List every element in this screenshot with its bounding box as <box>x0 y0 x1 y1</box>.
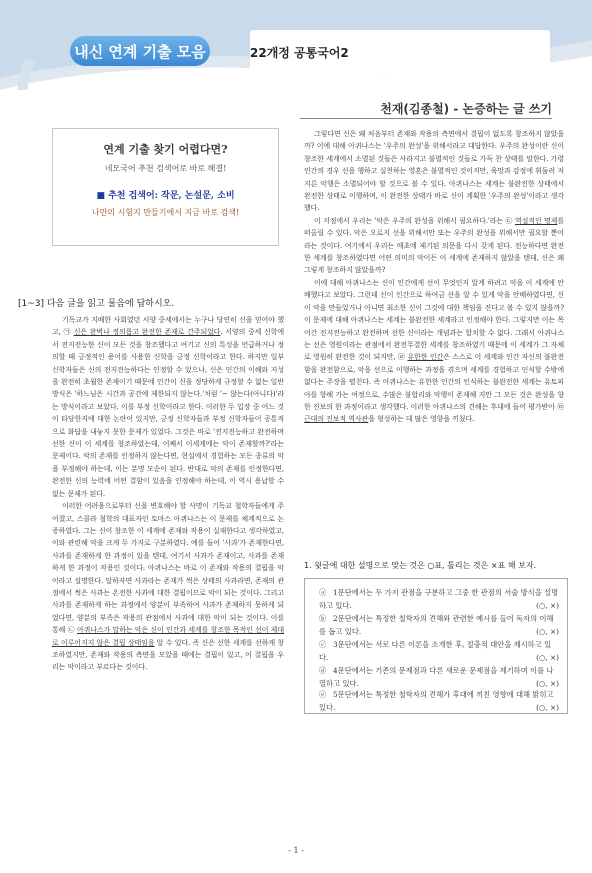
question-1-choices-box <box>304 578 568 714</box>
promo-box <box>52 128 279 246</box>
choice-item: ⓔ 5문단에서는 특정한 철학자의 견해가 후대에 끼친 영향에 대해 밝히고 있다. (○, ×) <box>319 689 559 714</box>
question-1-prompt: 1. 윗글에 대한 설명으로 맞는 것은 ○표, 틀리는 것은 ×표 해 보자. <box>304 561 537 570</box>
promo-line-4: 나만의 시험지 만들기에서 지금 바로 검색! <box>91 208 240 217</box>
promo-line-1: 연계 기출 찾기 어렵다면? <box>103 143 228 156</box>
ox-mark[interactable]: (○, ×) <box>536 678 559 688</box>
unit-title: 천재(김종철) - 논증하는 글 쓰기 <box>380 102 552 116</box>
choice-item: ⓐ 1문단에서는 두 가지 관점을 구분하고 그중 한 관점의 서술 방식을 설명하고 있다. (○, ×) <box>319 587 559 612</box>
ox-mark[interactable]: (○, ×) <box>536 652 559 662</box>
unit-divider <box>300 118 552 119</box>
choice-item: ⓒ 3문단에서는 서로 다른 이론을 소개한 후, 절충적 대안을 제시하고 있다. (○, ×) <box>319 639 559 664</box>
promo-line-2: 네모국어 추천 검색어로 바로 해결! <box>104 164 227 173</box>
passage-paragraph: 이에 대해 아퀴나스는 신이 인간에게 선이 무엇인지 알게 하려고 악을 이 세계에 안배했다고 보았다. 그런데 신이 인간으로 하여금 선을 알 수 있게 악을 안배하였다면, 신이 악을 만들었거나 아니면 최소한 신이 그것에 대한 책임을 진다고 볼 수 있지 않을까? 이 문제에 대해 아퀴나스는 세계는 불완전한 세계라고 인정해야 한다. 그렇지만 이는 목어간 전지전능하고 완전하며 선한 신이라는 개념과는 합치할 수 없다. 그래서 아퀴나스는 선은 영원이라는 관점에서 완전무결한 세계를 창조하였기 때문에 이 세계가 그 자체로 영원히 완전한 것이 되지만, ㉣ 유한한 인간은 스스로 이 세계와 인간 자신의 불완전함을 완전함으로, 악을 선으로 이행하는 과정을 겪으며 세계를 경험하고 인식할 수밖에 없다는 주장을 펼친다. 즉 아퀴나스는 유한한 인간의 인식하는 불완전한 세계는 유토피아를 향해 가는 여정으로, 수많은 불합리와 악행이 존재해 지만 그 모든 것은 완성을 향한 진보의 한 과정이라고 생각했다. 이러한 아퀴나스의 견해는 후대에 들어 평가받아 ㉤ 근대의 진보적 역사관을 형성하는 데 많은 영향을 끼쳤다. <box>304 278 564 424</box>
passage-left-column <box>52 314 284 674</box>
ox-mark[interactable]: (○, ×) <box>536 600 559 610</box>
choice-item: ⓓ 4문단에서는 기존의 문제점과 다른 새로운 문제점을 제기하며 이를 나열하고 있다. (○, ×) <box>319 665 559 690</box>
ox-mark[interactable]: (○, ×) <box>536 626 559 636</box>
textbook-name: 22개정 공통국어2 <box>250 46 349 60</box>
passage-paragraph: 이러한 어려움으로부터 신을 변호해야 할 사명이 기독교 철학자들에게 주어졌고, 스콜라 철학의 대표자인 토마스 아퀴나스는 이 문제를 체계적으로 논증하였다. 그는 신이 창조한 이 세계에 존재와 작용이 실재한다고 생각하였고, 이와 관련해 악을 크게 두 가지로 구분하였다. 예를 들어 '사과'가 존재한다면, 사과를 존재하게 한 과정이 있을 텐데, 여기서 사과가 존재이고, 사과를 존재하게 한 과정이 작용인 것이다. 아퀴나스는 바로 이 존재와 작용의 결핍을 악이라고 설명한다. 말하자면 사과라는 존재가 썩은 상태의 사과라면, 존재의 관점에서 썩은 사과는 온전한 사과에 대한 결핍이므로 악이 되는 것이다. 그리고 사과를 존재하게 하는 과정에서 양분이 부족하여 사과가 존재하지 못하게 되었다면, 양분의 부족은 작용의 관점에서 사과에 대한 악이 되는 것이다. 이를 통해 ㉡ 아퀴나스가 말하는 악은 신이 인간과 세계를 창조한 목적인 선이 제대로 이루어지지 않은 결핍 상태임을 알 수 있다. 즉 신은 선한 세계를 선하게 창조하였지만, 존재와 작용의 측면을 모았을 때에는 결핍이 있고, 이 결핍을 우리는 악이라고 부르다는 것이다. <box>52 502 284 672</box>
passage-paragraph: 이 지점에서 우리는 '악은 우주의 완성을 위해서 필요하다.'라는 ㉢ 역설적인 명제를 떠올릴 수 있다. 악은 오로지 선을 위해서만 또는 우주의 완성을 위해서만 필요할 뿐이라는 것이다. 여기에서 우리는 애초에 제기된 의문을 다시 갖게 된다. 전능하다면 완전한 세계를 창조하였다면 어떤 의미의 악이든 이 세계에 존재하지 않았을 텐데, 신은 왜 그렇게 창조하지 않았을까? <box>304 216 564 275</box>
page-number: - 1 - <box>288 846 304 855</box>
series-title: 내신 연계 기출 모음 <box>70 36 210 66</box>
promo-keywords: ■ 추천 검색어: 작문, 논설문, 소비 <box>96 191 235 201</box>
passage-paragraph: 기독교가 지배한 사회였던 서양 중세에서는 누구나 당연히 신을 믿어야 했고, ㉠ 신은 완벽나 정의롭고 완전한 존재로 간주되었다. 서양의 중세 신학에서 전지전능한 신이 모든 것을 창조했다고 여기고 신의 특성을 언급하거나 정의할 때 긍정적인 용어를 사용한 신학을 긍정 신학이라고 한다. 하지만 일부 신학자들은 신의 전지전능하다는 인정할 수 있으나, 신은 인간의 이해와 지성을 완전히 초월한 존재이기 때문에 인간이 신을 정당하게 규정할 수 없는 일반 방식은 '하느님은 시간과 공간에 제한되지 않는다.'처럼 '~ 않는다(아니다)'라는 방식이라고 보았다. 이를 부정 신학이라고 한다. 이러한 두 입장 중 어느 것이 타당한지에 대한 논란이 있지만, 긍정 신학자들과 부정 신학자들이 공통적으로 화답을 내놓지 못한 문제가 있었다. 그것은 바로 '전지전능하고 완전하며 선한 신이 이 세계를 창조하였는데, 어째서 이세계에는 악이 존재할까?'라는 문제이다. 악의 존재를 인정하지 않는다면, 현실에서 경험하는 모든 종류의 악을 부정해야 하는데, 이는 분명 모순이 된다. 반대로 악의 존재를 인정한다면, 완전한 신의 능력에 어떤 결함이 있음을 인정해야 하는데, 이 역시 용납할 수 없는 문제가 된다. <box>52 316 285 498</box>
choice-item: ⓑ 2문단에서는 특정한 철학자의 견해와 관련한 예시를 들어 독자의 이해를 돕고 있다. (○, ×) <box>319 613 559 638</box>
passage-right-column <box>304 128 564 426</box>
ox-mark[interactable]: (○, ×) <box>536 702 559 712</box>
question-header: [1~3] 다음 글을 읽고 물음에 답하시오. <box>18 299 175 309</box>
passage-paragraph: 그렇다면 신은 왜 처음부터 존재와 작용의 측면에서 결핍이 없도록 창조하지 않았을까? 이에 대해 아퀴나스는 '우주의 완성'을 위해서라고 대답한다. 우주의 완성이란 신이 창조한 세계에서 소멸된 것들은 사라지고 불멸적인 것들로 가득 찬 상태를 말한다. 가령 인간의 경우 선을 행하고 실천하는 영혼은 불멸적인 것이지만, 육망과 감정에 휘둘려 저지른 악행은 소멸되어야 할 것으로 볼 수 있다. 아퀴나스는 세계는 불완전한 상태에서 완전한 상태로 이행하며, 이 완전한 상태가 바로 신이 계획한 '우주의 완성'이라고 생각했다. <box>304 130 564 213</box>
